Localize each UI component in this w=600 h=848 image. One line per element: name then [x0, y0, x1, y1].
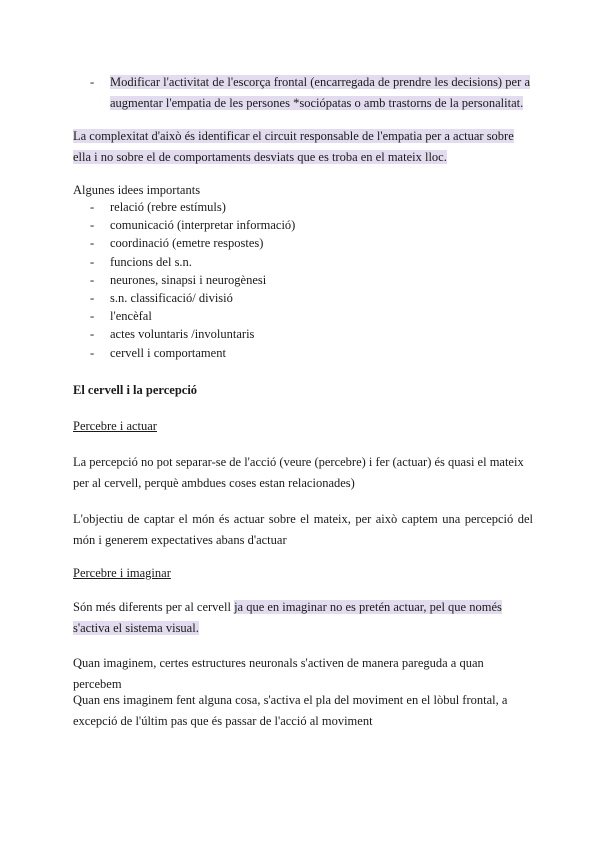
bullet-dash: -	[90, 75, 95, 89]
subtitle-text: Percebre i imaginar	[73, 566, 171, 580]
paragraph-diferents	[73, 597, 533, 639]
complexity-paragraph	[73, 126, 533, 168]
bullet-dash: -	[90, 218, 95, 233]
ideas-list-item-text: neurones, sinapsi i neurogènesi	[110, 272, 267, 287]
ideas-list-item	[90, 253, 295, 271]
paragraph-percepcio-accio: La percepció no pot separar-se de l'acció (veure (percebre) i fer (actuar) és quasi el mateix per al cervell, perquè ambdues coses estan relacionades)	[73, 455, 524, 490]
bullet-dash: -	[90, 272, 95, 287]
paragraph-moviment: Quan ens imaginem fent alguna cosa, s'activa el pla del moviment en el lòbul frontal, a excepció de l'últim pas que és passar de l'acció al moviment	[73, 693, 508, 728]
bullet-dash: -	[90, 254, 95, 269]
ideas-list-item-text: relació (rebre estímuls)	[110, 200, 226, 214]
top-bullet-text	[110, 72, 530, 114]
paragraph-highlighted-part: ja que en imaginar no es pretén actuar, pel que només s'activa el sistema visual.	[73, 600, 502, 635]
ideas-list-item	[90, 216, 295, 234]
paragraph-imaginem: Quan imaginem, certes estructures neuronals s'activen de manera pareguda a quan percebem	[73, 656, 484, 691]
complexity-line-2: ella i no sobre el de comportaments desviats que es troba en el mateix lloc.	[73, 150, 447, 164]
ideas-list	[90, 198, 295, 362]
ideas-list-item	[90, 325, 295, 343]
ideas-list-item-text: funcions del s.n.	[110, 254, 192, 269]
ideas-heading: Algunes idees importants	[73, 183, 201, 197]
ideas-list-item-text: actes voluntaris /involuntaris	[110, 327, 255, 342]
paragraph-plain-part: Són més diferents per al cervell	[73, 600, 235, 614]
bullet-dash: -	[90, 327, 95, 342]
subtitle-percebre-imaginar	[73, 563, 533, 584]
ideas-list-item-text: cervell i comportament	[110, 345, 226, 360]
bullet-dash: -	[90, 236, 95, 251]
ideas-list-item	[90, 289, 295, 307]
top-bullet-item	[90, 72, 530, 114]
bullet-dash: -	[90, 290, 95, 305]
ideas-list-item-text: s.n. classificació/ divisió	[110, 290, 233, 305]
bullet-dash: -	[90, 345, 95, 360]
complexity-line-1: La complexitat d'això és identificar el circuit responsable de l'empatia per a actuar sobre	[73, 129, 514, 143]
highlighted-text: Modificar l'activitat de l'escorça frontal (encarregada de prendre les decisions) per a augmentar l'empatia de les persones *sociópatas o amb trastorns de la personalitat.	[110, 75, 530, 110]
bullet-dash: -	[90, 200, 95, 214]
ideas-list-item-text: coordinació (emetre respostes)	[110, 236, 264, 251]
ideas-list-item	[90, 307, 295, 325]
section-title: El cervell i la percepció	[73, 383, 198, 397]
ideas-list-item-text: l'encèfal	[110, 309, 152, 324]
ideas-list-item	[90, 344, 295, 362]
ideas-list-item	[90, 198, 295, 216]
subtitle-percebre-actuar	[73, 416, 533, 437]
ideas-list-item-text: comunicació (interpretar informació)	[110, 218, 296, 233]
bullet-dash: -	[90, 309, 95, 324]
ideas-list-item	[90, 234, 295, 252]
paragraph-objectiu: L'objectiu de captar el món és actuar sobre el mateix, per això captem una percepció del món i generem expectatives abans d'actuar	[73, 512, 533, 547]
ideas-list-item	[90, 271, 295, 289]
subtitle-text: Percebre i actuar	[73, 419, 157, 433]
